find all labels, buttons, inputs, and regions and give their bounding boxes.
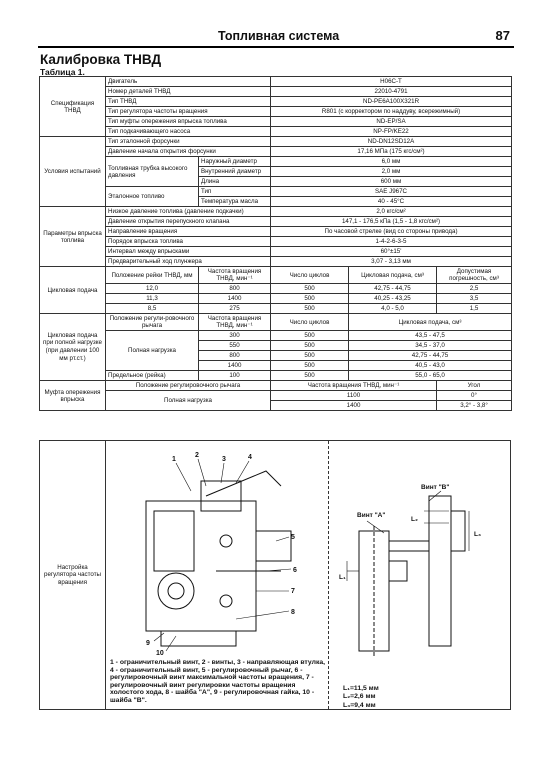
column-header: Допустимая погрешность, см³	[437, 267, 512, 284]
cell: 800	[199, 351, 271, 361]
test-value: ND-DN12SD12A	[271, 137, 512, 147]
callout-7: 7	[291, 588, 295, 595]
callout-5: 5	[291, 534, 295, 541]
table-row	[40, 247, 512, 257]
screw-a-body	[389, 561, 407, 581]
params-group-label: Параметры впрыска топлива	[40, 207, 106, 267]
spec-value: H06C-T	[271, 77, 512, 87]
callout-10: 10	[156, 650, 164, 656]
screw-b-label: Винт "В"	[421, 484, 450, 491]
test-value: 17,16 МПа (175 кгс/см²)	[271, 147, 512, 157]
table-row	[40, 371, 512, 381]
param-label: Направление вращения	[106, 227, 271, 237]
governor-caption: 1 - ограничительный винт, 2 - винты, 3 - направляющая втулка, 4 - ограничительный винт, 5 - регулировочный рычаг, 6 - регулировочный винт максимальной частоты вращения, 7 - регулировочный винт регулировки частоты вращения холостого хода, 8 - шайба "А", 9 - регулировочная гайка, 10 - шайба "В".	[110, 659, 326, 704]
spec-label: Тип подкачивающего насоса	[106, 127, 271, 137]
table-row	[40, 304, 512, 314]
callout-1: 1	[172, 456, 176, 463]
test-value: SAE J967C	[271, 187, 512, 197]
l1-value: L₁=11,5 мм	[343, 685, 379, 692]
adjustment-diagram	[329, 441, 510, 681]
cell: 1400	[199, 361, 271, 371]
param-value: 1-4-2-6-3-5	[271, 237, 512, 247]
callout-4: 4	[248, 454, 252, 461]
cell: 500	[271, 331, 349, 341]
table-row	[40, 391, 512, 401]
table-row	[40, 107, 512, 117]
page-number: 87	[495, 28, 510, 43]
spec-value: R801 (с корректором по наддуву, всережимный)	[271, 107, 512, 117]
column-header: Цикловая подача, см³	[349, 314, 512, 331]
adjusting-screw	[220, 535, 232, 547]
cell: 500	[271, 371, 349, 381]
screw-a-label: Винт "А"	[357, 512, 386, 519]
cell: 500	[271, 304, 349, 314]
param-value: По часовой стрелке (вид со стороны привода)	[271, 227, 512, 237]
base-flange	[161, 631, 236, 646]
cell: 40,25 - 43,25	[349, 294, 437, 304]
spec-group-label: Спецификация ТНВД	[40, 77, 106, 137]
spec-value: NP-FP/KE22	[271, 127, 512, 137]
table-row	[40, 314, 512, 331]
cell: 4,0 - 5,0	[349, 304, 437, 314]
table-row	[40, 157, 512, 167]
table-row	[40, 257, 512, 267]
test-label: Температура масла	[199, 197, 271, 207]
table-row	[40, 294, 512, 304]
coupling-group-label: Муфта опережения впрыска	[40, 381, 106, 411]
full-load-label: Полная нагрузка	[106, 331, 199, 371]
cell: 3,5	[437, 294, 512, 304]
cell: Полная нагрузка	[106, 391, 271, 411]
governor-shaft	[168, 583, 184, 599]
cell: 1400	[271, 401, 437, 411]
test-value: 600 мм	[271, 177, 512, 187]
cell: 34,5 - 37,0	[349, 341, 512, 351]
column-header: Частота вращения ТНВД, мин⁻¹	[199, 314, 271, 331]
test-label: Тип эталонной форсунки	[106, 137, 271, 147]
cell: 800	[199, 284, 271, 294]
spec-value: ND-PE6A100X321R	[271, 97, 512, 107]
governor-diagram-panel	[106, 441, 329, 709]
left-body	[359, 531, 389, 651]
table-row	[40, 331, 512, 341]
column-header: Число циклов	[271, 314, 349, 331]
cell: 550	[199, 341, 271, 351]
column-header: Частота вращения ТНВД, мин⁻¹	[199, 267, 271, 284]
column-header: Положение рейки ТНВД, мм	[106, 267, 199, 284]
cell: 8,5	[106, 304, 199, 314]
spec-label: Номер деталей ТНВД	[106, 87, 271, 97]
table-row	[40, 227, 512, 237]
table-row	[40, 117, 512, 127]
column-header: Угол	[437, 381, 512, 391]
param-label: Низкое давление топлива (давление подкачки)	[106, 207, 271, 217]
spec-value: 22010-4791	[271, 87, 512, 97]
spec-label: Тип муфты опережения впрыска топлива	[106, 117, 271, 127]
table-row	[40, 137, 512, 147]
l2-value: L₂=2,6 мм	[343, 693, 376, 701]
adjustment-diagram-panel	[329, 441, 510, 709]
table-row	[40, 77, 512, 87]
ref-fuel-label: Эталонное топливо	[106, 187, 199, 207]
test-value: 2,0 мм	[271, 167, 512, 177]
column-header: Частота вращения ТНВД, мин⁻¹	[271, 381, 437, 391]
cell: 500	[271, 284, 349, 294]
cell: 40,5 - 43,0	[349, 361, 512, 371]
cell: 42,75 - 44,75	[349, 351, 512, 361]
governor-cover	[154, 511, 194, 571]
param-value: 2,0 кгс/см²	[271, 207, 512, 217]
pump-housing	[146, 501, 256, 631]
hp-line-label: Топливная трубка высокого давления	[106, 157, 199, 187]
cell: 275	[199, 304, 271, 314]
param-label: Интервал между впрысками	[106, 247, 271, 257]
cell: 100	[199, 371, 271, 381]
cell: 1,5	[437, 304, 512, 314]
governor-group-label: Настройка регулятора частоты вращения	[40, 441, 106, 709]
test-label: Внутренний диаметр	[199, 167, 271, 177]
cell: 500	[271, 294, 349, 304]
column-header: Цикловая подача, см³	[349, 267, 437, 284]
section-title: Топливная система	[218, 29, 340, 43]
table-row	[40, 187, 512, 197]
table-row	[40, 97, 512, 107]
param-label: Предварительный ход плунжера	[106, 257, 271, 267]
callout-2: 2	[195, 452, 199, 459]
cell: 1100	[271, 391, 437, 401]
spec-label: Тип ТНВД	[106, 97, 271, 107]
column-header: Положение регулировочного рычага	[106, 381, 271, 391]
page-header	[38, 26, 514, 48]
cell: 43,5 - 47,5	[349, 331, 512, 341]
table-row	[40, 267, 512, 284]
spec-label: Двигатель	[106, 77, 271, 87]
governor-section	[39, 440, 511, 710]
table-row	[40, 381, 512, 391]
adjusting-lever	[206, 471, 281, 496]
test-label: Давление начала открытия форсунки	[106, 147, 271, 157]
screw-b-body	[451, 511, 465, 551]
cell: 0°	[437, 391, 512, 401]
cell: 3,2° - 3,8°	[437, 401, 512, 411]
cell: Предельное (рейка)	[106, 371, 199, 381]
cell: 500	[271, 361, 349, 371]
table-row	[40, 87, 512, 97]
spec-label: Тип регулятора частоты вращения	[106, 107, 271, 117]
test-label: Длина	[199, 177, 271, 187]
adjusting-nut	[220, 595, 232, 607]
cell: 12,0	[106, 284, 199, 294]
link-rod	[389, 541, 429, 551]
table-row	[40, 147, 512, 157]
cell: 11,3	[106, 294, 199, 304]
test-label: Наружный диаметр	[199, 157, 271, 167]
callout-3: 3	[222, 456, 226, 463]
test-value: 6,0 мм	[271, 157, 512, 167]
l-values	[343, 685, 379, 710]
dim-label-l2: L₂	[411, 516, 418, 523]
test-value: 40 - 45°C	[271, 197, 512, 207]
callout-6: 6	[293, 567, 297, 574]
table-row	[40, 237, 512, 247]
table-row	[40, 207, 512, 217]
table-row	[40, 217, 512, 227]
spec-value: ND-EP/SA	[271, 117, 512, 127]
l3-value: L₃=9,4 мм	[343, 701, 376, 709]
page-title: Калибровка ТНВД	[40, 52, 162, 67]
calibration-table	[39, 76, 512, 411]
delivery2-group-label: Цикловая подача при полной нагрузке (при давлении 100 мм рт.ст.)	[40, 314, 106, 381]
cell: 300	[199, 331, 271, 341]
cell: 500	[271, 341, 349, 351]
param-value: 147,1 - 176,5 кПа (1,5 - 1,8 кгс/см²)	[271, 217, 512, 227]
side-bracket	[256, 531, 291, 561]
cell: 2,5	[437, 284, 512, 294]
param-value: 3,07 - 3,13 мм	[271, 257, 512, 267]
cell: 55,0 - 65,0	[349, 371, 512, 381]
test-group-label: Условия испытаний	[40, 137, 106, 207]
delivery-group-label: Цикловая подача	[40, 267, 106, 314]
cell: 500	[271, 351, 349, 361]
right-body	[429, 496, 451, 646]
column-header: Положение регули-ровочного рычага	[106, 314, 199, 331]
dim-label-l3: L₃	[474, 531, 481, 538]
test-label: Тип	[199, 187, 271, 197]
param-label: Порядок впрыска топлива	[106, 237, 271, 247]
column-header: Число циклов	[271, 267, 349, 284]
table-label: Таблица 1.	[40, 67, 85, 77]
governor-weight	[158, 573, 194, 609]
callout-8: 8	[291, 609, 295, 616]
param-label: Давление открытия перепускного клапана	[106, 217, 271, 227]
cell: 42,75 - 44,75	[349, 284, 437, 294]
callout-9: 9	[146, 640, 150, 647]
param-value: 60°±15'	[271, 247, 512, 257]
table-row	[40, 284, 512, 294]
dim-label-l1: L₁	[339, 574, 346, 581]
table-row	[40, 127, 512, 137]
governor-diagram	[106, 441, 328, 656]
cell: 1400	[199, 294, 271, 304]
